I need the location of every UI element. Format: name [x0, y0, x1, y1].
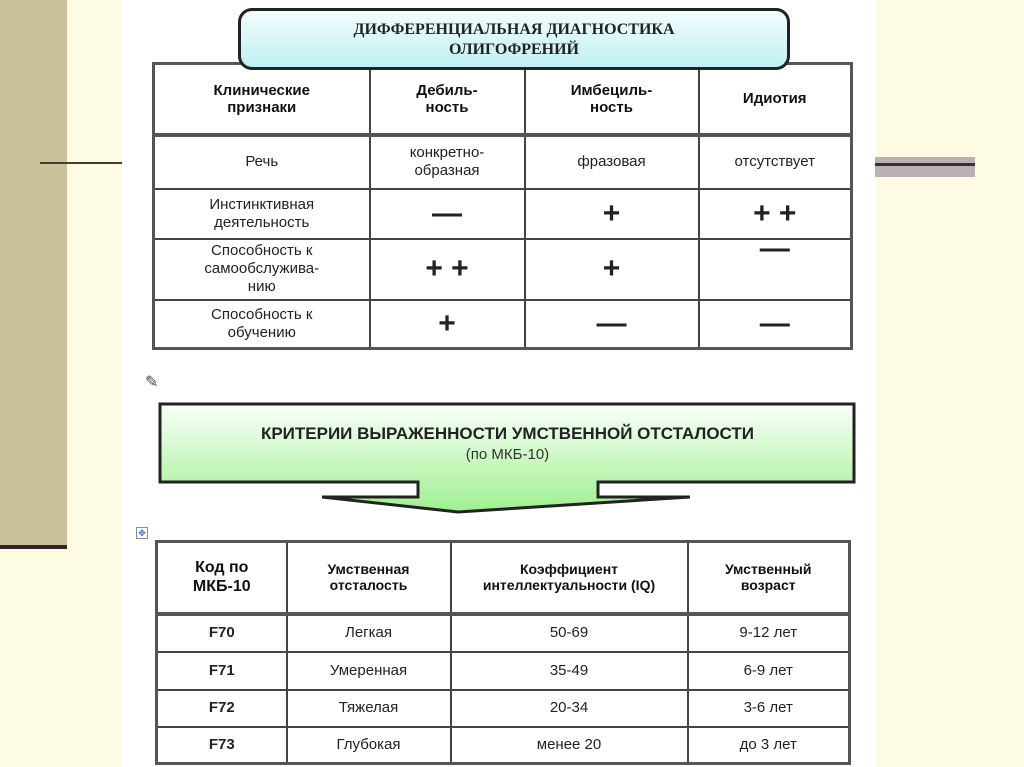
- table-row: [157, 614, 850, 652]
- table-row: [157, 652, 850, 690]
- cell: 35-49: [451, 652, 688, 690]
- table-row: [157, 727, 850, 764]
- cell: +: [370, 300, 525, 349]
- table-row: [154, 239, 852, 300]
- cell: Умеренная: [287, 652, 451, 690]
- title-line: ДИФФЕРЕНЦИАЛЬНАЯ ДИАГНОСТИКА: [353, 21, 675, 38]
- header-cell: Код по МКБ-10: [157, 542, 287, 614]
- table-row: [154, 189, 852, 239]
- cell: фразовая: [525, 135, 699, 189]
- code-cell: F71: [157, 652, 287, 690]
- icd10-criteria-table: [155, 540, 851, 765]
- cell: 9-12 лет: [688, 614, 850, 652]
- cell: + +: [699, 189, 852, 239]
- header-cell: Имбециль-ность: [525, 64, 699, 135]
- row-label: Способность к обучению: [154, 300, 370, 349]
- cell: 20-34: [451, 690, 688, 727]
- table-header-row: [157, 542, 850, 614]
- cell: 6-9 лет: [688, 652, 850, 690]
- header-cell: Идиотия: [699, 64, 852, 135]
- table-row: [154, 135, 852, 189]
- right-decor-band: [875, 157, 975, 177]
- code-cell: F70: [157, 614, 287, 652]
- table-row: [154, 300, 852, 349]
- criteria-title: КРИТЕРИИ ВЫРАЖЕННОСТИ УМСТВЕННОЙ ОТСТАЛОСТИ: [260, 424, 755, 443]
- header-cell: Умственный возраст: [688, 542, 850, 614]
- criteria-heading: [160, 424, 855, 463]
- table-header-row: [154, 64, 852, 135]
- cell: —: [370, 189, 525, 239]
- cell: Легкая: [287, 614, 451, 652]
- cell: —: [699, 300, 852, 349]
- right-divider-line: [875, 163, 975, 166]
- table1-title: [238, 8, 790, 70]
- left-decor-bar: [0, 0, 67, 549]
- table-row: [157, 690, 850, 727]
- cell: конкретно-образная: [370, 135, 525, 189]
- row-label: Речь: [154, 135, 370, 189]
- differential-diagnosis-table: [152, 62, 853, 350]
- cell: Тяжелая: [287, 690, 451, 727]
- cell: 3-6 лет: [688, 690, 850, 727]
- header-cell: Коэффициент интеллектуальности (IQ): [451, 542, 688, 614]
- cell: —: [525, 300, 699, 349]
- cell: 50-69: [451, 614, 688, 652]
- cell: + +: [370, 239, 525, 300]
- pen-icon: ✎: [145, 374, 159, 391]
- cell: +: [525, 239, 699, 300]
- table-move-handle-icon[interactable]: ✥: [136, 527, 148, 539]
- header-cell: Клинические признаки: [154, 64, 370, 135]
- cell: —: [699, 239, 852, 300]
- cell: отсутствует: [699, 135, 852, 189]
- code-cell: F73: [157, 727, 287, 764]
- header-cell: Дебиль-ность: [370, 64, 525, 135]
- cell: до 3 лет: [688, 727, 850, 764]
- left-divider-line: [40, 162, 122, 164]
- title-line: ОЛИГОФРЕНИЙ: [449, 41, 579, 58]
- header-cell: Умственная отсталость: [287, 542, 451, 614]
- cell: Глубокая: [287, 727, 451, 764]
- criteria-subtitle: (по МКБ-10): [465, 446, 550, 463]
- row-label: Способность к самообслужива-нию: [154, 239, 370, 300]
- code-cell: F72: [157, 690, 287, 727]
- row-label: Инстинктивная деятельность: [154, 189, 370, 239]
- cell: +: [525, 189, 699, 239]
- cell: менее 20: [451, 727, 688, 764]
